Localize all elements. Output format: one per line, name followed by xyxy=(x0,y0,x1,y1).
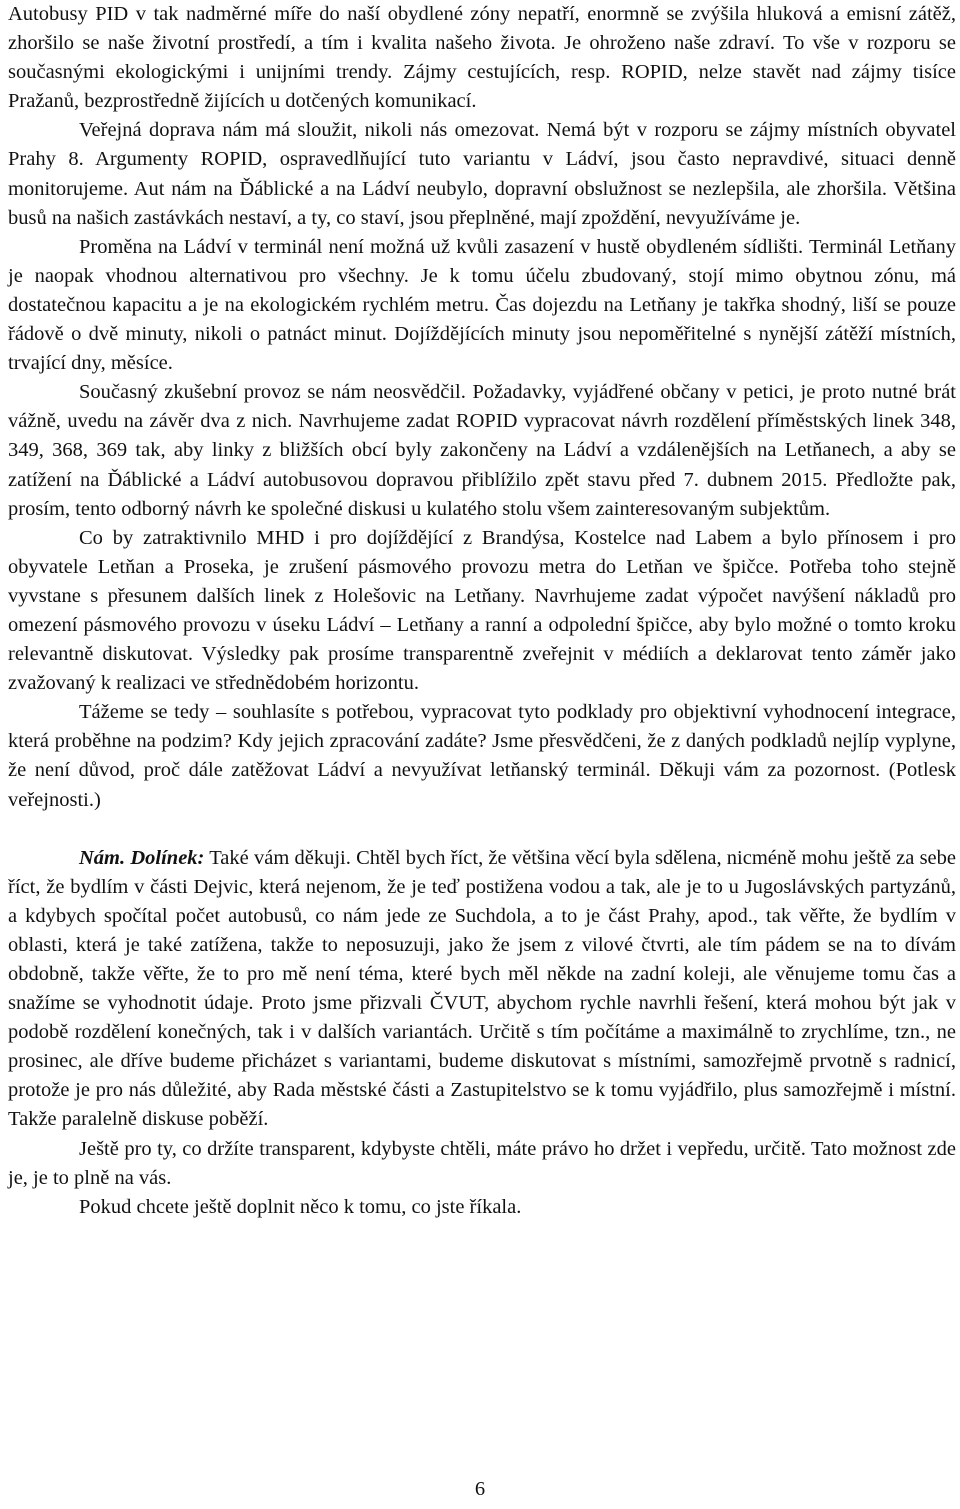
paragraph-6: Tážeme se tedy – souhlasíte s potřebou, vypracovat tyto podklady pro objektivní vyhodnocení integrace, která proběhne na podzim? Kdy jejich zpracování zadáte? Jsme přesvědčeni, že z daných podkladů nejlíp vyplyne, že není důvod, proč dále zatěžovat Ládví a nevyužívat letňanský terminál. Děkuji vám za pozornost. (Potlesk veřejnosti.) xyxy=(8,701,956,811)
speech-paragraph xyxy=(8,844,956,1135)
speech-followup-1: Ještě pro ty, co držíte transparent, kdybyste chtěli, máte právo ho držet i vepředu, určitě. Tato možnost zde je, je to plně na vás. xyxy=(8,1137,956,1189)
paragraph-gap xyxy=(8,815,956,844)
page-number: 6 xyxy=(474,1478,486,1500)
speaker-name: Nám. Dolínek: xyxy=(79,846,205,869)
speech-text: Také vám děkuji. Chtěl bych říct, že většina věcí byla sdělena, nicméně mohu ještě za sebe říct, že bydlím v části Dejvic, která nejenom, že je teď postižena vodou a tak, ale je to u Jugoslávských partyzánů, a kdybych spočítal počet autobusů, co nám jede ze Suchdola, a to je část Prahy, apod., tak věřte, že bydlím v oblasti, která je také zatížena, takže to neposuzuji, jako že jsem z vilové čtvrti, ale tím pádem se na to dívám obdobně, takže věřte, že to pro mě není téma, které bych měl někde na zadní koleji, ale věnujeme tomu čas a snažíme se vyhodnotit údaje. Proto jsme přizvali ČVUT, abychom rychle navrhli řešení, která mohou být jak v podobě rozdělení konečných, tak i v dalších variantách. Určitě s tím počítáme a maximálně to zrychlíme, tzn., ne prosinec, ale dříve budeme přicházet s variantami, budeme diskutovat s místními, samozřejmě prvotně s radnicí, protože je pro nás důležité, aby Rada městské části a Zastupitelstvo se k tomu vyjádřilo, plus samozřejmě i místní. Takže paralelně diskuse poběží. xyxy=(8,846,956,1131)
document-page xyxy=(8,0,956,1222)
paragraph-4: Současný zkušební provoz se nám neosvědčil. Požadavky, vyjádřené občany v petici, je proto nutné brát vážně, uvedu na závěr dva z nich. Navrhujeme zadat ROPID vypracovat návrh rozdělení příměstských linek 348, 349, 368, 369 tak, aby linky z bližších obcí byly zakončeny na Ládví a vzdálenějších na Letňanech, a aby se zatížení na Ďáblické a Ládví autobusovou dopravou přiblížilo zpět stavu před 7. dubnem 2015. Předložte pak, prosím, tento odborný návrh ke společné diskusi u kulatého stolu všem zainteresovaným subjektům. xyxy=(8,381,956,520)
paragraph-5: Co by zatraktivnilo MHD i pro dojíždějící z Brandýsa, Kostelce nad Labem a bylo přínosem i pro obyvatele Letňan a Proseka, je zrušení pásmového provozu metra do Letňan ve špičce. Potřeba toho stejně vyvstane s přesunem dalších linek z Holešovic na Letňany. Navrhujeme zadat výpočet navýšení nákladů pro omezení pásmového provozu v úseku Ládví – Letňany a ranní a odpolední špičce, aby bylo možné o tomto kroku relevantně diskutovat. Výsledky pak prosíme transparentně zveřejnit v médiích a deklarovat tento záměr jako zvažovaný k realizaci ve střednědobém horizontu. xyxy=(8,526,956,695)
paragraph-2: Veřejná doprava nám má sloužit, nikoli nás omezovat. Nemá být v rozporu se zájmy místních obyvatel Prahy 8. Argumenty ROPID, ospravedlňující tuto variantu v Ládví, jsou často nepravdivé, situaci denně monitorujeme. Aut nám na Ďáblické a na Ládví neubylo, dopravní obslužnost se nezlepšila, ale zhoršila. Většina busů na našich zastávkách nestaví, a ty, co staví, jsou přeplněné, mají zpoždění, nevyužíváme je. xyxy=(8,119,956,229)
paragraph-3: Proměna na Ládví v terminál není možná už kvůli zasazení v hustě obydleném sídlišti. Terminál Letňany je naopak vhodnou alternativou pro všechny. Je k tomu účelu zbudovaný, stojí mimo obytnou zónu, má dostatečnou kapacitu a je na ekologickém rychlém metru. Čas dojezdu na Letňany je takřka shodný, liší se pouze řádově o dvě minuty, nikoli o patnáct minut. Dojíždějících minuty jsou nepoměřitelné s nynější zátěží místních, trvající dny, měsíce. xyxy=(8,235,956,375)
paragraph-1: Autobusy PID v tak nadměrné míře do naší obydlené zóny nepatří, enormně se zvýšila hluková a emisní zátěž, zhoršilo se naše životní prostředí, a tím i kvalita našeho života. Je ohroženo naše zdraví. To vše v rozporu se současnými ekologickými i unijními trendy. Zájmy cestujících, resp. ROPID, nelze stavět nad zájmy tisíce Pražanů, bezprostředně žijících u dotčených komunikací. xyxy=(8,3,956,113)
speech-followup-2: Pokud chcete ještě doplnit něco k tomu, co jste říkala. xyxy=(79,1195,522,1218)
